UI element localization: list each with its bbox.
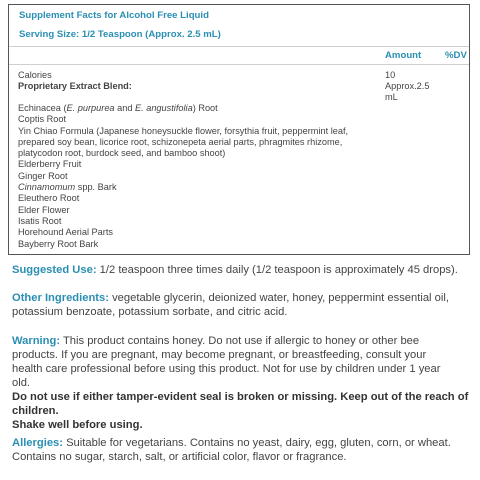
list-item: Isatis Root [18,215,62,226]
warning-bold-line: Shake well before using. [12,419,143,431]
suggested-use-text: 1/2 teaspoon three times daily (1/2 teaspoon is approximately 45 drops). [96,264,458,276]
list-item: Coptis Root [18,114,67,125]
list-item: Horehound Aerial Parts [18,227,113,238]
blend-amount-line: Approx.2.5 [385,81,430,91]
allergies-text: Suitable for vegetarians. Contains no yeast, dairy, egg, gluten, corn, or wheat. [62,437,451,449]
blend-ingredient-list [18,103,378,250]
allergies-label: Allergies: [12,437,63,449]
ingredient-text: ) Root [192,103,218,113]
list-item: prepared soy bean, licorice root, schizonepeta aerial parts, phragmites rhizome, [18,136,343,147]
warning-line: products. If you are pregnant, may become pregnant, or breastfeeding, consult your [12,349,427,361]
list-item: Eleuthero Root [18,193,80,204]
list-item [18,103,378,114]
ingredient-text: and [114,103,135,113]
other-ingredients-label: Other Ingredients: [12,292,109,304]
warning-label: Warning: [12,335,61,347]
species-name: E. angustifolia [134,103,193,113]
ingredient-text: spp. Bark [75,182,117,193]
other-ingredients-text: vegetable glycerin, deionized water, honey, peppermint essential oil, [108,292,449,304]
suggested-use-label: Suggested Use: [12,264,97,276]
warning-text: This product contains honey. Do not use if allergic to honey or other bee [60,335,420,347]
warning-section [12,334,472,432]
facts-title: Supplement Facts for Alcohol Free Liquid [19,10,209,21]
divider [9,64,469,65]
allergies-line: Contains no sugar, starch, salt, or artificial color, flavor or fragrance. [12,451,347,463]
warning-bold-line: children. [12,405,59,417]
list-item: Elder Flower [18,204,70,215]
allergies-line [12,436,472,450]
other-ingredients-line [12,291,472,305]
blend-label: Proprietary Extract Blend: [18,81,132,91]
species-name: E. purpurea [66,103,115,113]
suggested-use-line [12,263,472,277]
blend-amount [385,81,445,103]
calories-value: 10 [385,70,396,80]
species-name: Cinnamomum [18,182,76,193]
column-header-dv: %DV [445,50,467,61]
calories-label: Calories [18,70,52,80]
column-header-amount: Amount [385,50,422,61]
other-ingredients-section [12,291,472,319]
list-item: Bayberry Root Bark [18,238,99,249]
list-item: Yin Chiao Formula (Japanese honeysuckle flower, forsythia fruit, peppermint leaf, [18,125,349,136]
warning-bold-line: Do not use if either tamper-evident seal is broken or missing. Keep out of the reach of [12,391,469,403]
list-item: Elderberry Fruit [18,159,82,170]
warning-line [12,334,472,348]
supplement-facts-panel [8,4,470,255]
blend-amount-unit: mL [385,92,398,102]
list-item [18,182,378,193]
list-item: platycodon root, burdock seed, and bamboo shoot) [18,148,226,159]
list-item: Ginger Root [18,170,68,181]
divider [9,46,469,47]
warning-line: health care professional before using this product. Not for use by children under 1 year [12,363,441,375]
warning-line: old. [12,377,31,389]
other-ingredients-line: potassium benzoate, potassium sorbate, and citric acid. [12,306,288,318]
allergies-section [12,436,472,464]
ingredient-text: Echinacea ( [18,103,67,113]
serving-size: Serving Size: 1/2 Teaspoon (Approx. 2.5 mL) [19,29,221,40]
suggested-use-section [12,263,472,277]
